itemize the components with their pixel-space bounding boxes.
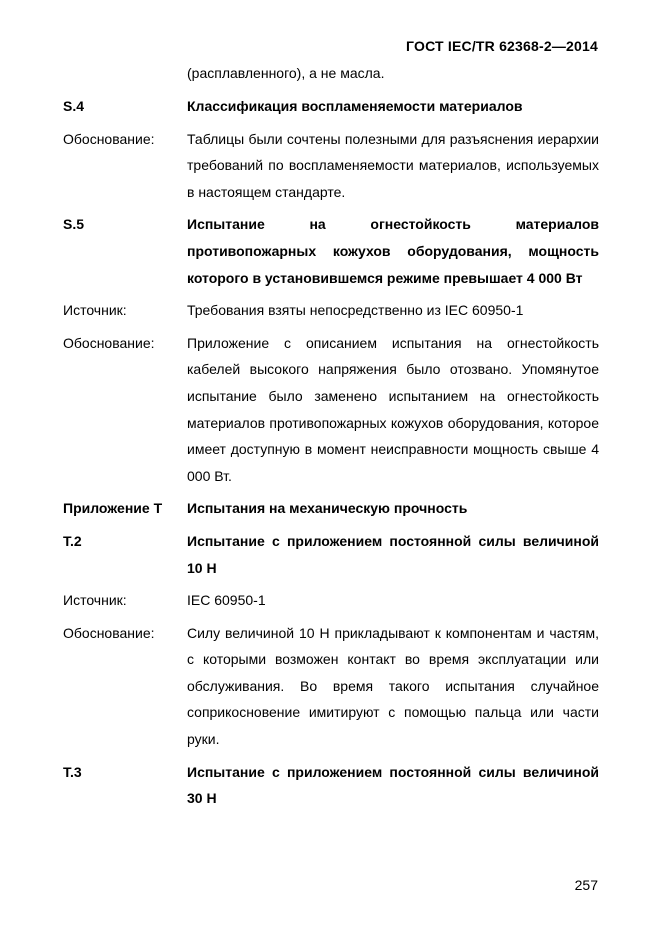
entry-text: IEC 60950-1 [187,592,266,609]
entry-text: Приложение с описанием испытания на огнестойкость кабелей высокого напряжения было отозвано. Упомянутое испытание было заменено испытанием на огнестойкость материалов противопожарных кожухов оборудования, которое имеет доступную в момент неисправности мощность свыше 4 000 Вт. [187,334,599,484]
entry-t2-rationale [63,620,599,753]
page-number: 257 [574,877,598,893]
entry-heading: Испытание с приложением постоянной силы величиной 10 Н [187,532,599,576]
entry-text: Требования взяты непосредственно из IEC 60950-1 [187,302,524,319]
entry-label: Источник: [63,592,127,609]
document-header: ГОСТ IEC/TR 62368-2—2014 [406,38,598,54]
entry-label: Обоснование: [63,624,155,641]
entry-s5-rationale [63,330,599,490]
entry-label: Источник: [63,302,127,319]
entry-t2-source [63,587,599,614]
document-body [63,93,599,818]
entry-s5-source [63,297,599,324]
entry-s4-rationale [63,126,599,206]
entry-label: Т.3 [63,763,82,780]
entry-label: Обоснование: [63,334,155,351]
entry-heading: Классификация воспламеняемости материалов [187,98,523,114]
entry-label: S.5 [63,216,85,233]
entry-annex-t [63,495,599,522]
entry-t2 [63,528,599,581]
entry-heading: Испытания на механическую прочность [187,500,468,517]
entry-text: Силу величиной 10 Н прикладывают к компонентам и частям, с которыми возможен контакт во время эксплуатации или обслуживания. Во время такого испытания случайное соприкосновение имитируют с помощью пальца или части руки. [187,624,599,748]
entry-s5 [63,211,599,291]
continuation-text: (расплавленного), а не масла. [187,65,385,81]
entry-heading: Испытание на огнестойкость материалов противопожарных кожухов оборудования, мощность которого в установившемся режиме превышает 4 000 Вт [187,216,599,286]
entry-heading: Испытание с приложением постоянной силы величиной 30 Н [187,763,599,807]
entry-label: Обоснование: [63,130,155,147]
entry-label: Т.2 [63,532,82,549]
entry-label: S.4 [63,98,85,114]
entry-label: Приложение Т [63,500,163,517]
entry-text: Таблицы были сочтены полезными для разъяснения иерархии требований по воспламеняемости материалов, используемых в настоящем стандарте. [187,130,599,200]
entry-s4 [63,93,599,120]
entry-t3 [63,759,599,812]
